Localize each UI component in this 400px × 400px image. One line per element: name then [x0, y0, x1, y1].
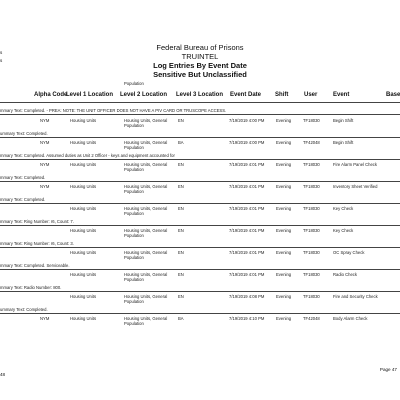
cell-level3: EN	[178, 250, 184, 255]
summary-text: mmary Text: Completed. Assumed duties as Unit 2 Officer - keys and equipment accounted for	[0, 153, 175, 158]
cell-shift: Evening	[276, 162, 292, 167]
cell-shift: Evening	[276, 118, 292, 123]
cell-event-date: 7/19/2019 4:01 PM	[229, 184, 265, 189]
cell-shift: Evening	[276, 294, 292, 299]
row-rule	[0, 137, 400, 138]
column-header-level2: Level 2 Location	[120, 92, 168, 98]
cell-user: TF18030	[303, 294, 320, 299]
column-header-alpha: Alpha Code	[34, 92, 68, 98]
cell-alpha: NYM	[40, 316, 50, 321]
cell-shift: Evening	[276, 184, 292, 189]
cell-level2-continuation: Population	[124, 145, 144, 150]
row-rule	[0, 159, 400, 160]
cell-level2: Housing Units, General	[124, 316, 168, 321]
cell-level2-continuation: Population	[124, 211, 144, 216]
cell-event-date: 7/19/2019 4:01 PM	[229, 206, 265, 211]
cell-level1: Housing Units	[70, 118, 97, 123]
report-title: Log Entries By Event Date	[153, 61, 247, 70]
cell-level3: EN	[178, 184, 184, 189]
cell-level3: BA	[178, 316, 184, 321]
column-header-level1: Level 1 Location	[66, 92, 114, 98]
summary-text: mmary Text: Ring Number: r6, Count: 7.	[0, 219, 74, 224]
table-row	[0, 272, 400, 284]
cell-level2: Housing Units, General	[124, 250, 168, 255]
cell-level2: Housing Units, General	[124, 228, 168, 233]
column-header-event: Event	[333, 92, 350, 98]
preface-population: Population	[124, 81, 144, 86]
cell-level3: EN	[178, 118, 184, 123]
cell-event-date: 7/19/2019 4:00 PM	[229, 140, 265, 145]
cell-event: Fire Alarm Panel Check	[333, 162, 377, 167]
margin-mark-2: s	[0, 58, 3, 63]
preface-summary: mmary Text: Completed. - PREA: NOTE: THE UNIT OFFICER DOES NOT HAVE A PIV CARD OR TRUSCOPE ACCESS.	[0, 108, 227, 113]
cell-level1: Housing Units	[70, 272, 97, 277]
cell-event: Inventory Sheet Verified	[333, 184, 378, 189]
cell-user: TF42048	[303, 316, 320, 321]
cell-event-date: 7/19/2019 4:01 PM	[229, 272, 265, 277]
system-name: TRUINTEL	[181, 52, 219, 61]
page-number: Page 47	[379, 367, 397, 372]
cell-level2-continuation: Population	[124, 123, 144, 128]
cell-event: Fire and Security Check	[333, 294, 378, 299]
cell-event: Body Alarm Check	[333, 316, 368, 321]
cell-level2-continuation: Population	[124, 167, 144, 172]
summary-text: mmary Text: Completed. Serviceable.	[0, 263, 70, 268]
cell-level3: EN	[178, 206, 184, 211]
cell-event-date: 7/19/2019 4:01 PM	[229, 162, 265, 167]
cell-level2-continuation: Population	[124, 321, 144, 326]
cell-level1: Housing Units	[70, 294, 97, 299]
cell-level2-continuation: Population	[124, 255, 144, 260]
cell-level2-continuation: Population	[124, 299, 144, 304]
agency-name: Federal Bureau of Prisons	[156, 43, 244, 52]
cell-event-date: 7/19/2019 4:08 PM	[229, 294, 265, 299]
table-row	[0, 184, 400, 196]
table-row	[0, 206, 400, 218]
cell-level1: Housing Units	[70, 316, 97, 321]
row-rule	[0, 313, 400, 314]
cell-event: Key Check	[333, 206, 354, 211]
cell-level3: EN	[178, 272, 184, 277]
cell-shift: Evening	[276, 316, 292, 321]
cell-event-date: 7/19/2019 4:01 PM	[229, 228, 265, 233]
cell-user: TF18030	[303, 272, 320, 277]
cell-level2: Housing Units, General	[124, 184, 168, 189]
table-row	[0, 162, 400, 174]
cell-level2: Housing Units, General	[124, 294, 168, 299]
column-headers	[0, 92, 400, 102]
cell-level1: Housing Units	[70, 162, 97, 167]
cell-user: TF18030	[303, 118, 320, 123]
cell-level3: BA	[178, 140, 184, 145]
table-row	[0, 250, 400, 262]
summary-text: mmary Text: Radio Number: 800.	[0, 285, 62, 290]
cell-level1: Housing Units	[70, 184, 97, 189]
cell-level1: Housing Units	[70, 228, 97, 233]
cell-level1: Housing Units	[70, 206, 97, 211]
column-header-level3: Level 3 Location	[176, 92, 224, 98]
cell-user: TF18030	[303, 250, 320, 255]
row-rule	[0, 269, 400, 270]
cell-level2: Housing Units, General	[124, 140, 168, 145]
cell-level2-continuation: Population	[124, 233, 144, 238]
column-header-date: Event Date	[230, 92, 262, 98]
cell-user: TF18030	[303, 184, 320, 189]
header-rule	[0, 102, 400, 103]
cell-alpha: NYM	[40, 162, 50, 167]
column-header-base: Base	[386, 92, 400, 98]
cell-level2-continuation: Population	[124, 189, 144, 194]
cell-level3: EN	[178, 228, 184, 233]
cell-event: Begin Shift	[333, 118, 354, 123]
cell-event: OC Spray Check	[333, 250, 365, 255]
row-rule	[0, 181, 400, 182]
table-row	[0, 118, 400, 130]
cell-level3: EN	[178, 294, 184, 299]
cell-level2-continuation: Population	[124, 277, 144, 282]
column-header-shift: Shift	[275, 92, 289, 98]
cell-alpha: NYM	[40, 118, 50, 123]
margin-mark-1: s	[0, 50, 3, 55]
summary-text: mmary Text: Completed.	[0, 175, 46, 180]
cell-level2: Housing Units, General	[124, 162, 168, 167]
summary-text: mmary Text: Ring Number: r6, Count: 3.	[0, 241, 74, 246]
cell-shift: Evening	[276, 206, 292, 211]
table-row	[0, 316, 400, 328]
cell-event-date: 7/19/2019 4:01 PM	[229, 250, 265, 255]
table-row	[0, 228, 400, 240]
cell-user: TF18030	[303, 228, 320, 233]
cell-shift: Evening	[276, 228, 292, 233]
footer-left-text: 48	[0, 372, 6, 377]
cell-shift: Evening	[276, 272, 292, 277]
row-rule	[0, 247, 400, 248]
row-rule	[0, 291, 400, 292]
row-rule	[0, 203, 400, 204]
cell-level2: Housing Units, General	[124, 118, 168, 123]
table-row	[0, 140, 400, 152]
cell-event-date: 7/19/2019 4:10 PM	[229, 316, 265, 321]
cell-level1: Housing Units	[70, 140, 97, 145]
cell-shift: Evening	[276, 140, 292, 145]
cell-level2: Housing Units, General	[124, 272, 168, 277]
cell-alpha: NYM	[40, 184, 50, 189]
summary-text: mmary Text: Completed.	[0, 197, 46, 202]
cell-user: TF18030	[303, 206, 320, 211]
cell-event-date: 7/19/2019 4:00 PM	[229, 118, 265, 123]
table-row	[0, 294, 400, 306]
column-header-user: User	[304, 92, 318, 98]
cell-event: Radio Check	[333, 272, 357, 277]
cell-event: Key Check	[333, 228, 354, 233]
row-rule	[0, 114, 400, 115]
cell-alpha: NYM	[40, 140, 50, 145]
cell-user: TF42048	[303, 140, 320, 145]
cell-user: TF18030	[303, 162, 320, 167]
summary-text: ummary Text: Completed.	[0, 307, 48, 312]
row-rule	[0, 225, 400, 226]
cell-level1: Housing Units	[70, 250, 97, 255]
summary-text: ummary Text: Completed.	[0, 131, 48, 136]
cell-event: Begin Shift	[333, 140, 354, 145]
cell-level2: Housing Units, General	[124, 206, 168, 211]
classification-label: Sensitive But Unclassified	[153, 70, 247, 79]
cell-shift: Evening	[276, 250, 292, 255]
cell-level3: EN	[178, 162, 184, 167]
